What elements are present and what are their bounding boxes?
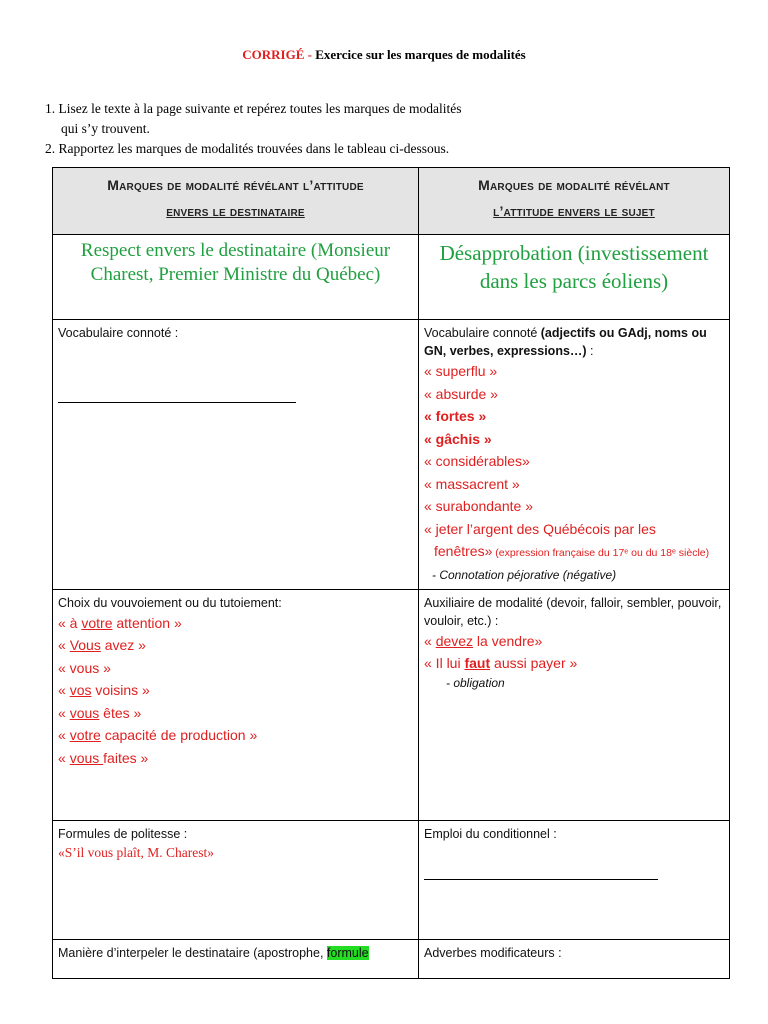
attitude-right: Désapprobation (investissement dans les parcs éoliens)	[419, 235, 730, 320]
vocab-item: « surabondante »	[424, 498, 533, 514]
vocabulary-right-label: Vocabulaire connoté (adjectifs ou GAdj, noms ou GN, verbes, expressions…) :	[424, 326, 707, 358]
header-right	[419, 168, 730, 235]
obligation-note: - obligation	[446, 675, 505, 690]
vouvoiement-label: Choix du vouvoiement ou du tutoiement:	[58, 595, 282, 610]
adverbes-label: Adverbes modificateurs :	[424, 945, 562, 960]
vouvoiement-item: « vos voisins »	[58, 682, 150, 698]
auxiliaire-label: Auxiliaire de modalité (devoir, falloir, sembler, pouvoir, vouloir, etc.) :	[424, 595, 722, 628]
modalities-table	[52, 167, 730, 979]
vocab-item: « gâchis »	[424, 430, 492, 447]
interpellation-left-cell	[53, 939, 419, 978]
vocab-item: « fortes »	[424, 408, 487, 424]
highlight-formule: formule	[326, 945, 369, 960]
vouvoiement-left-cell	[53, 589, 419, 820]
instruction-1: 1. Lisez le texte à la page suivante et repérez toutes les marques de modalités	[45, 101, 462, 116]
politesse-left-cell	[53, 820, 419, 939]
auxiliaire-right-cell	[419, 589, 730, 820]
instructions	[45, 99, 461, 159]
header-left-line2: envers le destinataire	[166, 203, 305, 219]
instruction-1-continued: qui s’y trouvent.	[61, 121, 150, 136]
politesse-label: Formules de politesse :	[58, 826, 188, 841]
vouvoiement-item: « vous faites »	[58, 749, 149, 766]
vocabulary-left-cell	[53, 320, 419, 590]
vocab-item: « considérables»	[424, 453, 530, 469]
auxiliaire-item: « devez la vendre»	[424, 632, 543, 649]
attitude-row	[53, 235, 730, 320]
title-separator: -	[304, 47, 316, 62]
vocab-item: « massacrent »	[424, 475, 520, 492]
politesse-row	[53, 820, 730, 939]
header-right-line1: Marques de modalité révélant	[478, 177, 670, 193]
vouvoiement-item: « vous êtes »	[58, 704, 142, 721]
vocab-item-expression: « jeter l’argent des Québécois par les	[424, 520, 656, 537]
vocab-item: « absurde »	[424, 385, 498, 402]
vocabulary-row	[53, 320, 730, 590]
header-row	[53, 168, 730, 235]
conditionnel-label: Emploi du conditionnel :	[424, 826, 557, 841]
vouvoiement-item: « Vous avez »	[58, 637, 146, 653]
title-text: Exercice sur les marques de modalités	[315, 47, 526, 62]
vouvoiement-item: « votre capacité de production »	[58, 727, 258, 743]
interpellation-row	[53, 939, 730, 978]
vouvoiement-row	[53, 589, 730, 820]
vouvoiement-item: « à votre attention »	[58, 614, 182, 631]
politesse-value: «S’il vous plaît, M. Charest»	[58, 844, 214, 860]
header-left	[53, 168, 419, 235]
answer-line	[424, 879, 658, 880]
connotation-note: - Connotation péjorative (négative)	[432, 567, 617, 582]
page-title	[0, 47, 768, 63]
interpellation-label: Manière d’interpeler le destinataire (apostrophe, formule	[58, 945, 369, 960]
vocab-item: « superflu »	[424, 363, 498, 379]
header-right-line2: l’attitude envers le sujet	[493, 203, 655, 219]
vocabulary-left-label: Vocabulaire connoté :	[58, 326, 179, 340]
auxiliaire-item: « Il lui faut aussi payer »	[424, 655, 578, 671]
attitude-left: Respect envers le destinataire (Monsieur Charest, Premier Ministre du Québec)	[53, 235, 419, 320]
adverbes-right-cell	[419, 939, 730, 978]
header-left-line1: Marques de modalité révélant l’attitude	[107, 177, 364, 193]
vocab-item-expression-continued: fenêtres» (expression française du 17ᵉ ou du 18ᵉ siècle)	[434, 543, 710, 559]
conditionnel-right-cell	[419, 820, 730, 939]
instruction-2: 2. Rapportez les marques de modalités trouvées dans le tableau ci-dessous.	[45, 141, 450, 156]
vouvoiement-item: « vous »	[58, 659, 111, 676]
vocabulary-right-cell	[419, 320, 730, 590]
answer-line	[58, 402, 296, 403]
corrige-label: CORRIGÉ	[242, 47, 305, 62]
